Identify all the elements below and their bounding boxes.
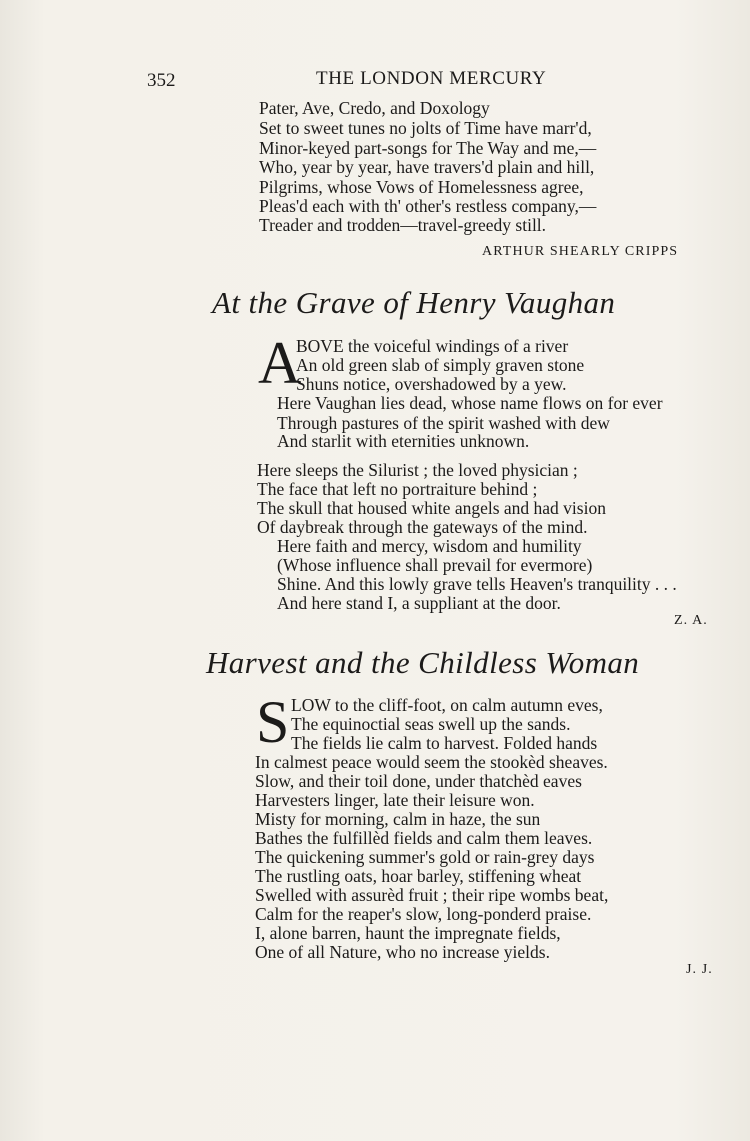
poem-line: Misty for morning, calm in haze, the sun [255, 809, 541, 829]
poem-line: Bathes the fulfillèd fields and calm them leaves. [255, 828, 593, 848]
poem-line: Pilgrims, whose Vows of Homelessness agree, [259, 177, 584, 197]
poem-line: Who, year by year, have travers'd plain and hill, [259, 157, 595, 177]
poem-line: Here faith and mercy, wisdom and humility [277, 536, 582, 556]
poem-line: Shuns notice, overshadowed by a yew. [296, 374, 567, 394]
poem-line: Treader and trodden—travel-greedy still. [259, 215, 547, 235]
page-number: 352 [147, 70, 176, 91]
drop-cap: A [258, 330, 302, 396]
author-attribution: Z. A. [674, 613, 708, 628]
poem-line: Harvesters linger, late their leisure won. [255, 790, 535, 810]
poem-line: Pleas'd each with th' other's restless company,— [259, 196, 597, 216]
poem-line: In calmest peace would seem the stookèd sheaves. [255, 752, 608, 772]
poem-line: Of daybreak through the gateways of the mind. [257, 517, 588, 537]
drop-cap: S [256, 689, 290, 755]
poem-line: And here stand I, a suppliant at the door. [277, 593, 561, 613]
poem-line: An old green slab of simply graven stone [296, 355, 585, 375]
poem-line: I, alone barren, haunt the impregnate fields, [255, 923, 561, 943]
author-attribution: J. J. [686, 962, 713, 977]
poem-line: The skull that housed white angels and had vision [257, 498, 606, 518]
poem-line: Slow, and their toil done, under thatchèd eaves [255, 771, 582, 791]
poem-line: The quickening summer's gold or rain-grey days [255, 847, 595, 867]
poem-line: LOW to the cliff-foot, on calm autumn eves, [291, 695, 603, 715]
running-head: THE LONDON MERCURY [316, 68, 547, 89]
poem-line: Through pastures of the spirit washed with dew [277, 413, 610, 433]
poem-line: Minor-keyed part-songs for The Way and me,— [259, 138, 597, 158]
poem-line: One of all Nature, who no increase yields. [255, 942, 550, 962]
poem-line: Set to sweet tunes no jolts of Time have marr'd, [259, 118, 592, 138]
poem-line: Calm for the reaper's slow, long-ponderd praise. [255, 904, 592, 924]
poem-title: Harvest and the Childless Woman [206, 645, 640, 680]
poem-line: Here Vaughan lies dead, whose name flows on for ever [277, 393, 663, 413]
poem-line: Shine. And this lowly grave tells Heaven's tranquility . . . [277, 574, 677, 594]
poem-line: Swelled with assurèd fruit ; their ripe wombs beat, [255, 885, 609, 905]
poem-line: Here sleeps the Silurist ; the loved physician ; [257, 460, 578, 480]
poem-line: The rustling oats, hoar barley, stiffening wheat [255, 866, 582, 886]
poem-line: The equinoctial seas swell up the sands. [291, 714, 571, 734]
poem-line: Pater, Ave, Credo, and Doxology [259, 98, 490, 118]
poem-line: BOVE the voiceful windings of a river [296, 336, 569, 356]
poem-line: The face that left no portraiture behind ; [257, 479, 538, 499]
poem-line: And starlit with eternities unknown. [277, 431, 530, 451]
poem-line: (Whose influence shall prevail for evermore) [277, 555, 593, 575]
poem-title: At the Grave of Henry Vaughan [212, 285, 616, 320]
author-attribution: ARTHUR SHEARLY CRIPPS [482, 244, 679, 259]
poem-line: The fields lie calm to harvest. Folded hands [291, 733, 598, 753]
